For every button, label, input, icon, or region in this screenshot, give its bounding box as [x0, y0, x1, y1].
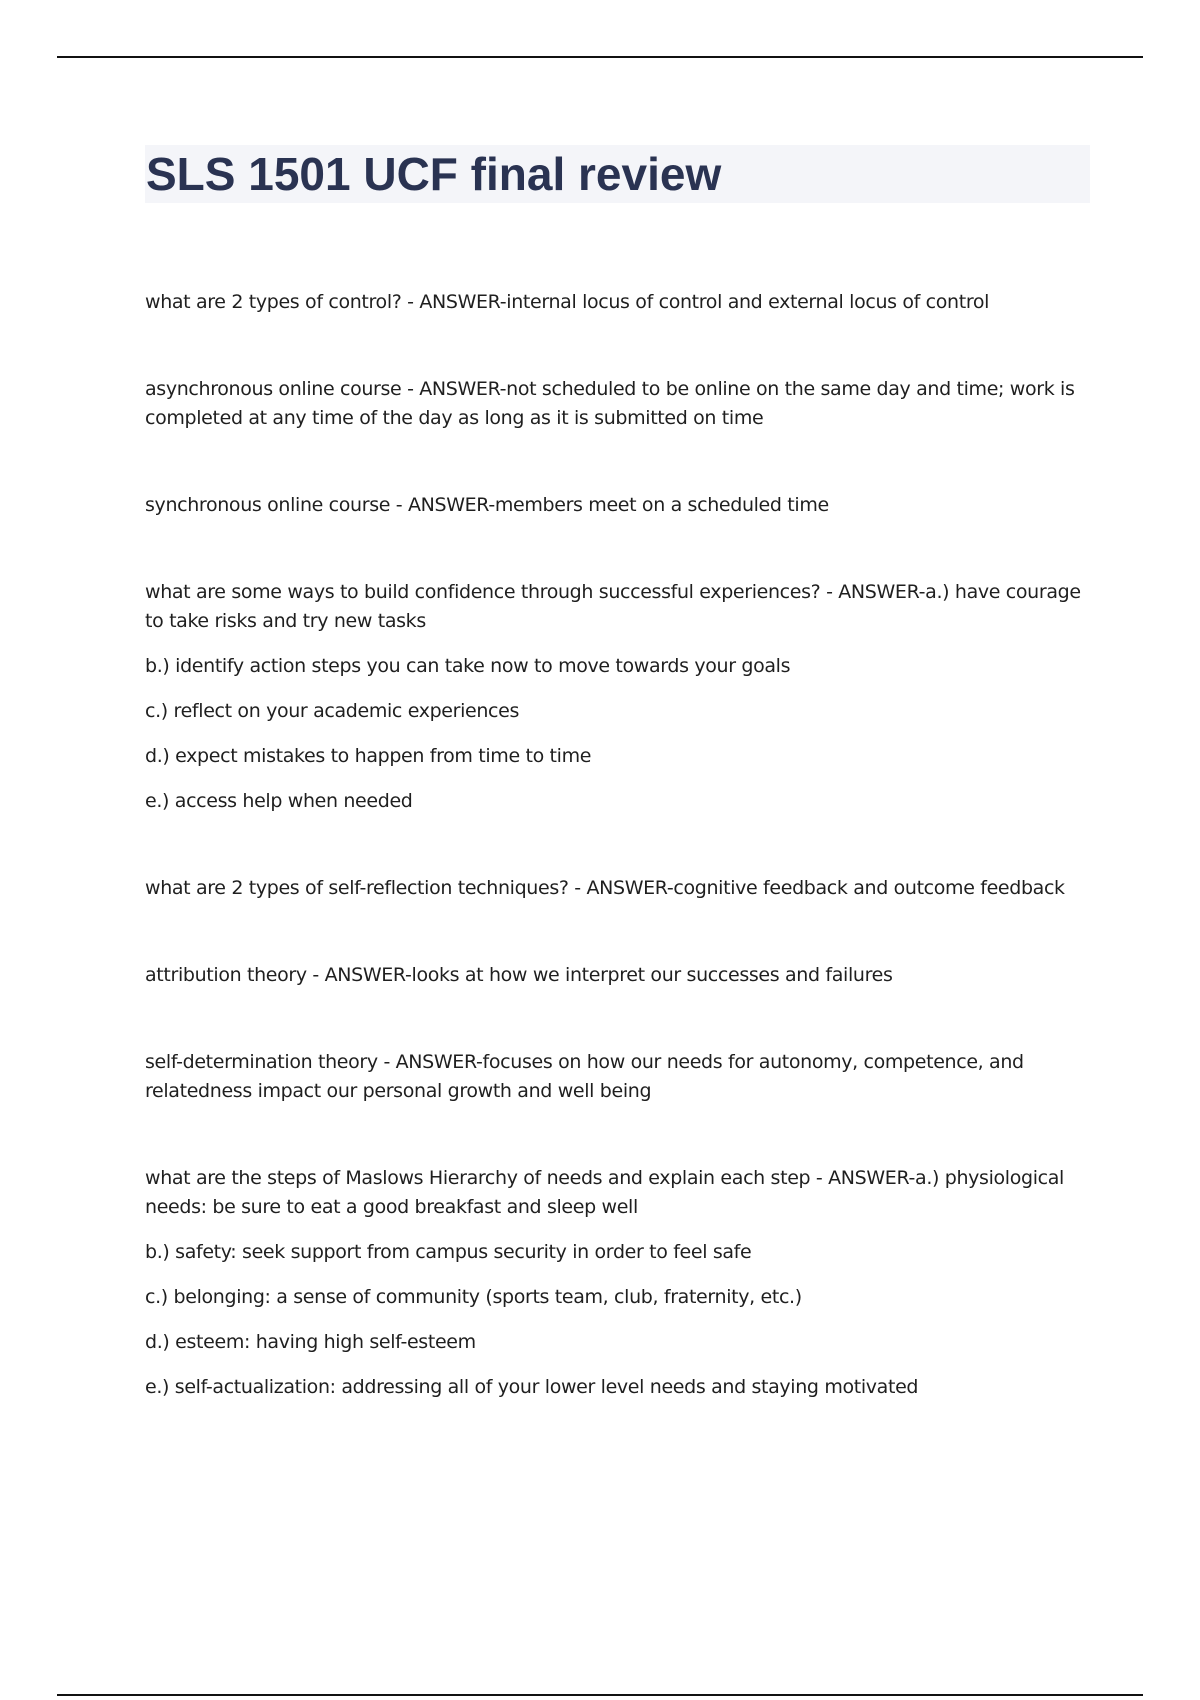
card-text: what are the steps of Maslows Hierarchy of needs and explain each step - ANSWER-a.) physiological needs: be sure to eat a good breakfast and sleep well — [145, 1167, 1064, 1218]
card-list-item: e.) access help when needed — [145, 790, 413, 812]
card-list-item: b.) identify action steps you can take now to move towards your goals — [145, 655, 791, 677]
card-text: attribution theory - ANSWER-looks at how we interpret our successes and failures — [145, 964, 893, 986]
flashcard-asynchronous-course — [145, 375, 1090, 433]
flashcard-build-confidence — [145, 578, 1090, 816]
flashcard-attribution-theory — [145, 961, 1090, 990]
flashcard-self-determination-theory — [145, 1048, 1090, 1106]
card-list-item: c.) belonging: a sense of community (sports team, club, fraternity, etc.) — [145, 1286, 802, 1308]
card-text: what are 2 types of control? - ANSWER-internal locus of control and external locus of control — [145, 291, 990, 313]
card-list-item: e.) self-actualization: addressing all of your lower level needs and staying motivated — [145, 1376, 919, 1398]
flashcard-maslows-hierarchy — [145, 1164, 1090, 1402]
document-title: SLS 1501 UCF final review — [146, 148, 722, 200]
flashcard-self-reflection — [145, 874, 1090, 903]
card-text: self-determination theory - ANSWER-focuses on how our needs for autonomy, competence, and relatedness impact our personal growth and well being — [145, 1051, 1024, 1102]
flashcard-locus-of-control — [145, 288, 1090, 317]
card-text: what are 2 types of self-reflection techniques? - ANSWER-cognitive feedback and outcome feedback — [145, 877, 1065, 899]
flashcard-list — [145, 288, 1090, 1460]
flashcard-synchronous-course — [145, 491, 1090, 520]
card-list-item: d.) esteem: having high self-esteem — [145, 1331, 476, 1353]
card-text: what are some ways to build confidence through successful experiences? - ANSWER-a.) have courage to take risks and try new tasks — [145, 581, 1081, 632]
card-list-item: d.) expect mistakes to happen from time to time — [145, 745, 592, 767]
top-rule — [57, 56, 1143, 58]
card-list-item: c.) reflect on your academic experiences — [145, 700, 520, 722]
bottom-rule — [57, 1694, 1143, 1696]
card-text: synchronous online course - ANSWER-members meet on a scheduled time — [145, 494, 829, 516]
card-text: asynchronous online course - ANSWER-not scheduled to be online on the same day and time; work is completed at any time of the day as long as it is submitted on time — [145, 378, 1075, 429]
card-list-item: b.) safety: seek support from campus security in order to feel safe — [145, 1241, 752, 1263]
